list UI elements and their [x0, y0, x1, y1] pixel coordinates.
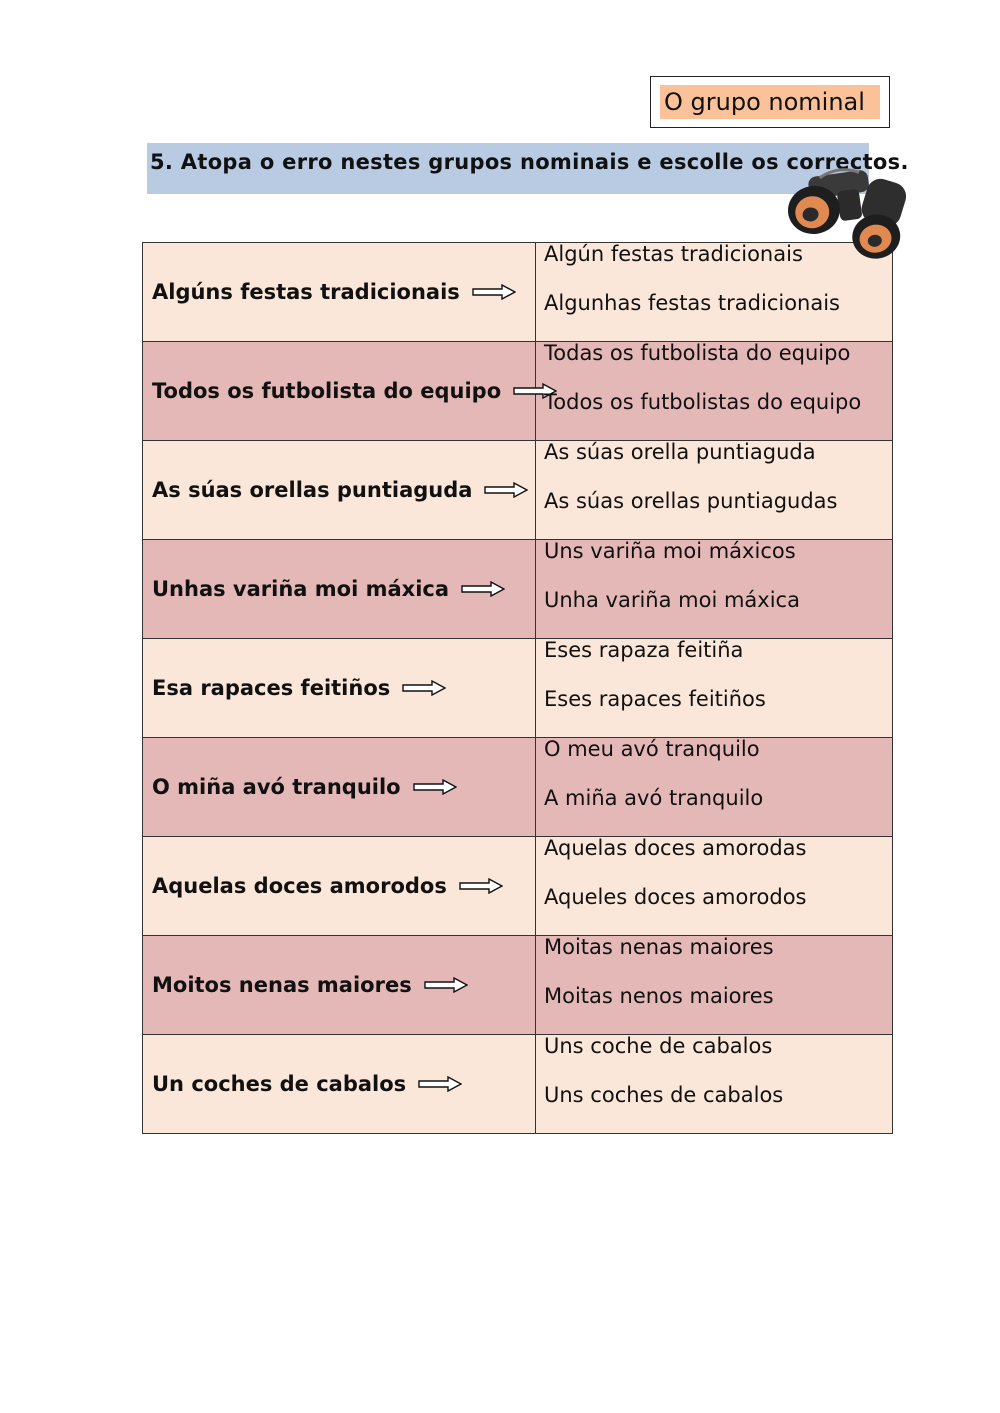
answer-option[interactable]: Eses rapaza feitiña	[544, 637, 744, 662]
options-cell	[536, 738, 893, 837]
answer-option[interactable]: Uns coche de cabalos	[544, 1033, 773, 1058]
incorrect-phrase-cell	[143, 441, 536, 540]
answer-option[interactable]: A miña avó tranquilo	[544, 785, 764, 810]
table-row	[143, 342, 893, 441]
table-row	[143, 441, 893, 540]
incorrect-phrase: Todos os futbolista do equipo	[152, 379, 502, 403]
incorrect-phrase: Un coches de cabalos	[152, 1072, 407, 1096]
incorrect-phrase: Aquelas doces amorodos	[152, 874, 447, 898]
incorrect-phrase: Esa rapaces feitiños	[152, 676, 391, 700]
incorrect-phrase-cell	[143, 1035, 536, 1134]
right-arrow-icon	[413, 779, 457, 795]
options-cell	[536, 342, 893, 441]
options-cell	[536, 639, 893, 738]
right-arrow-icon	[418, 1076, 462, 1092]
options-cell	[536, 936, 893, 1035]
table-row	[143, 738, 893, 837]
table-row	[143, 540, 893, 639]
answer-option[interactable]: O meu avó tranquilo	[544, 736, 760, 761]
incorrect-phrase-cell	[143, 738, 536, 837]
right-arrow-icon	[402, 680, 446, 696]
exercise-instruction: 5. Atopa o erro nestes grupos nominais e escolle os correctos.	[147, 143, 869, 194]
answer-option[interactable]: Algunhas festas tradicionais	[544, 290, 840, 315]
options-cell	[536, 837, 893, 936]
answer-option[interactable]: Moitas nenas maiores	[544, 934, 774, 959]
right-arrow-icon	[484, 482, 528, 498]
answer-option[interactable]: Todos os futbolistas do equipo	[544, 389, 862, 414]
incorrect-phrase-cell	[143, 540, 536, 639]
answer-option[interactable]: As súas orellas puntiagudas	[544, 488, 838, 513]
options-cell	[536, 540, 893, 639]
exercise-table	[142, 242, 893, 1134]
incorrect-phrase: Unhas variña moi máxica	[152, 577, 450, 601]
right-arrow-icon	[459, 878, 503, 894]
answer-option[interactable]: Aquelas doces amorodas	[544, 835, 807, 860]
answer-option[interactable]: Algún festas tradicionais	[544, 241, 803, 266]
incorrect-phrase: O miña avó tranquilo	[152, 775, 401, 799]
options-cell	[536, 1035, 893, 1134]
table-row	[143, 936, 893, 1035]
answer-option[interactable]: Aqueles doces amorodos	[544, 884, 807, 909]
table-row	[143, 837, 893, 936]
page-title: O grupo nominal	[660, 85, 880, 119]
answer-option[interactable]: Todas os futbolista do equipo	[544, 340, 851, 365]
incorrect-phrase: Algúns festas tradicionais	[152, 280, 460, 304]
right-arrow-icon	[461, 581, 505, 597]
answer-option[interactable]: Uns coches de cabalos	[544, 1082, 784, 1107]
binoculars-icon	[785, 160, 915, 270]
answer-option[interactable]: As súas orella puntiaguda	[544, 439, 816, 464]
right-arrow-icon	[424, 977, 468, 993]
options-cell	[536, 441, 893, 540]
answer-option[interactable]: Eses rapaces feitiños	[544, 686, 766, 711]
answer-option[interactable]: Unha variña moi máxica	[544, 587, 800, 612]
answer-option[interactable]: Uns variña moi máxicos	[544, 538, 796, 563]
incorrect-phrase-cell	[143, 639, 536, 738]
incorrect-phrase: As súas orellas puntiaguda	[152, 478, 473, 502]
answer-option[interactable]: Moitas nenos maiores	[544, 983, 774, 1008]
incorrect-phrase-cell	[143, 936, 536, 1035]
title-box	[650, 76, 890, 128]
table-row	[143, 1035, 893, 1134]
incorrect-phrase-cell	[143, 243, 536, 342]
incorrect-phrase: Moitos nenas maiores	[152, 973, 412, 997]
right-arrow-icon	[472, 284, 516, 300]
table-row	[143, 639, 893, 738]
table-row	[143, 243, 893, 342]
incorrect-phrase-cell	[143, 837, 536, 936]
incorrect-phrase-cell	[143, 342, 536, 441]
